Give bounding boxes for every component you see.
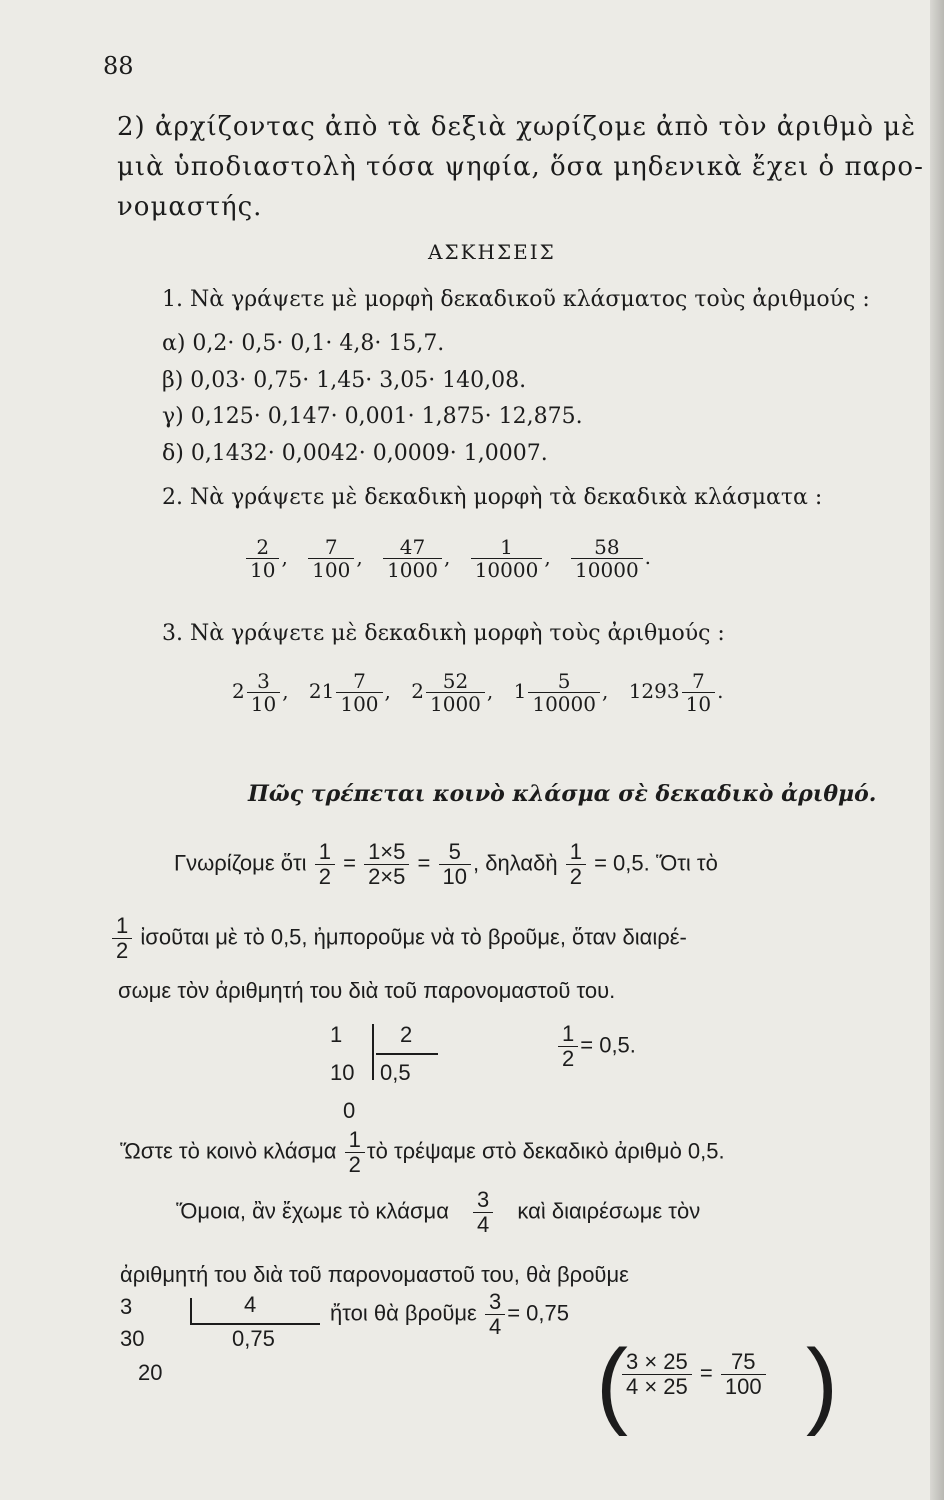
numerator: 1 <box>569 839 582 864</box>
division-2-result <box>330 1290 569 1339</box>
division-bracket-vertical <box>190 1298 192 1324</box>
page-number: 88 <box>103 52 134 80</box>
known-lead: Γνωρίζομε ὅτι <box>174 850 307 876</box>
division-bracket-vertical <box>372 1024 374 1080</box>
numerator: 2 <box>256 535 270 559</box>
intro-line-2: μιὰ ὑποδιαστολὴ τόσα ψηφία, ὅσα μηδενικὰ ἔχει ὁ παρο- <box>117 152 924 182</box>
denominator: 10000 <box>528 692 600 715</box>
division-bracket-horizontal <box>376 1053 438 1055</box>
exercise-1-d: δ) 0,1432· 0,0042· 0,0009· 1,0007. <box>162 441 548 466</box>
division-1-dividend: 1 <box>330 1022 343 1047</box>
exercise-1-b: β) 0,03· 0,75· 1,45· 3,05· 140,08. <box>162 368 527 393</box>
denominator: 100 <box>308 558 354 581</box>
fraction <box>345 1128 365 1177</box>
numerator: 58 <box>594 535 620 559</box>
fraction <box>566 840 586 889</box>
similarly-line <box>176 1188 700 1237</box>
mixed-whole: 1 <box>513 679 527 703</box>
mixed-whole: 1293 <box>628 679 680 703</box>
known-line <box>174 840 718 889</box>
exercise-1-c: γ) 0,125· 0,147· 0,001· 1,875· 12,875. <box>162 404 583 429</box>
denominator: 2×5 <box>364 864 409 889</box>
numerator: 1×5 <box>368 839 406 864</box>
numerator: 1 <box>500 535 513 559</box>
numerator: 7 <box>353 669 366 693</box>
fraction <box>247 670 280 715</box>
denominator: 2 <box>345 1152 365 1177</box>
division-1-result <box>556 1022 636 1071</box>
denominator: 4 × 25 <box>622 1374 692 1399</box>
division-2-step-1: 30 <box>120 1326 145 1351</box>
fraction <box>112 914 132 963</box>
fraction <box>473 1188 493 1237</box>
division-1-result-value: = 0,5. <box>580 1032 636 1058</box>
division-2-dividend: 3 <box>120 1294 133 1319</box>
division-2-check <box>620 1350 768 1399</box>
numerator: 1 <box>348 1127 361 1152</box>
denominator: 10000 <box>471 558 543 581</box>
fraction <box>721 1350 766 1399</box>
intro-line-3: νομαστής. <box>117 192 263 222</box>
division-2-result-value: = 0,75 <box>507 1300 569 1326</box>
denominator: 10 <box>246 558 279 581</box>
numerator: 1 <box>562 1021 575 1046</box>
mixed-whole: 2 <box>411 679 424 703</box>
denominator: 2 <box>558 1046 578 1071</box>
so-line-text: τὸ τρέψαμε στὸ δεκαδικὸ ἀριθμὸ 0,5. <box>366 1138 725 1164</box>
denominator: 1000 <box>426 692 485 715</box>
fraction <box>246 536 279 581</box>
equals-sign: = <box>699 1360 713 1386</box>
numerator: 1 <box>318 839 331 864</box>
fraction <box>471 536 543 581</box>
fraction <box>439 840 471 889</box>
division-1-quotient: 0,5 <box>380 1060 411 1085</box>
fraction <box>315 840 335 889</box>
denominator: 10 <box>439 864 471 889</box>
denominator: 1000 <box>383 558 442 581</box>
known-result: = 0,5. Ὅτι τὸ <box>594 850 718 876</box>
denominator: 2 <box>315 864 335 889</box>
left-parenthesis: ( <box>596 1330 628 1437</box>
exercises-title: ΑΣΚΗΣΕΙΣ <box>428 240 556 264</box>
intro-line-1: 2) ἀρχίζοντας ἀπὸ τὰ δεξιὰ χωρίζομε ἀπὸ τὸν ἀριθμὸ μὲ <box>117 112 917 142</box>
exercise-3-mixed-numbers: 2 $\frac{3}{10}$ , 21 $\frac{7}{100}$ , 2 $\frac{52}{1000}$ , 1 $\frac{5}{10000}$ , 1293 $\frac{7}{10}$ . <box>232 669 724 716</box>
fraction <box>485 1290 505 1339</box>
numerator: 75 <box>731 1349 756 1374</box>
numerator: 3 <box>257 669 270 693</box>
equals-sign: = <box>343 850 356 876</box>
page-edge-shadow <box>930 0 944 1500</box>
denominator: 4 <box>485 1314 505 1339</box>
known-that-is: , δηλαδὴ <box>472 850 558 876</box>
numerator: 7 <box>324 535 338 559</box>
exercise-1-title: 1. Νὰ γράψετε μὲ μορφὴ δεκαδικοῦ κλάσματος τοὺς ἀριθμούς : <box>162 287 870 312</box>
exercise-3-title: 3. Νὰ γράψετε μὲ δεκαδικὴ μορφὴ τοὺς ἀριθμούς : <box>162 621 725 646</box>
fraction <box>558 1022 578 1071</box>
numerator: 3 <box>477 1187 490 1212</box>
numerator: 7 <box>691 669 705 693</box>
numerator: 52 <box>442 669 469 693</box>
numerator: 3 × 25 <box>626 1349 688 1374</box>
numerator: 3 <box>488 1289 502 1314</box>
division-1-step: 10 <box>330 1060 355 1085</box>
exercise-2-fractions: $\frac{2}{10}$ , $\frac{7}{100}$ , $\frac{47}{1000}$ , $\frac{1}{10000}$ , $\frac{58}{10000}$ . <box>244 536 651 581</box>
right-parenthesis: ) <box>806 1330 838 1437</box>
denominator: 10 <box>247 692 280 715</box>
fraction <box>426 670 485 715</box>
denominator: 2 <box>112 938 132 963</box>
numerator-line: ἀριθμητή του διὰ τοῦ παρονομαστοῦ του, θὰ βροῦμε <box>120 1262 629 1287</box>
denominator: 10000 <box>571 558 643 581</box>
denominator: 10 <box>682 692 715 715</box>
fraction <box>528 670 600 715</box>
denominator: 2 <box>566 864 586 889</box>
equals-line <box>112 914 687 963</box>
denominator: 100 <box>721 1374 766 1399</box>
numerator: 1 <box>116 913 129 938</box>
division-2-quotient: 0,75 <box>232 1326 275 1351</box>
division-bracket-horizontal <box>190 1323 320 1325</box>
exercise-1-a: α) 0,2· 0,5· 0,1· 4,8· 15,7. <box>162 331 445 356</box>
equals-sign: = <box>417 850 431 876</box>
mixed-whole: 21 <box>308 679 335 703</box>
so-line-lead: Ὥστε τὸ κοινὸ κλάσμα <box>120 1138 337 1164</box>
division-2-step-2: 20 <box>138 1360 163 1385</box>
section-heading: Πῶς τρέπεται κοινὸ κλάσμα σὲ δεκαδικὸ ἀριθμό. <box>248 781 877 807</box>
so-line <box>120 1128 725 1177</box>
fraction <box>383 536 442 581</box>
numerator: 5 <box>448 839 461 864</box>
fraction <box>336 670 382 715</box>
numerator: 5 <box>557 669 571 693</box>
fraction <box>682 670 715 715</box>
similarly-text: καὶ διαιρέσωμε τὸν <box>517 1198 701 1224</box>
exercise-2-title: 2. Νὰ γράψετε μὲ δεκαδικὴ μορφὴ τὰ δεκαδικὰ κλάσματα : <box>162 485 823 510</box>
equals-line-text: ἰσοῦται μὲ τὸ 0,5, ἠμποροῦμε νὰ τὸ βροῦμε, ὅταν διαιρέ- <box>140 924 687 950</box>
division-1-remainder: 0 <box>343 1098 356 1123</box>
fraction <box>622 1350 692 1399</box>
numerator: 47 <box>399 535 426 559</box>
denominator: 100 <box>336 692 382 715</box>
division-2-lead: ἤτοι θὰ βροῦμε <box>330 1300 477 1326</box>
division-2-divisor: 4 <box>244 1292 257 1317</box>
fraction <box>364 840 409 889</box>
denominator: 4 <box>473 1212 493 1237</box>
similarly-lead: Ὅμοια, ἂν ἔχωμε τὸ κλάσμα <box>176 1198 449 1224</box>
fraction <box>308 536 354 581</box>
divide-line: σωμε τὸν ἀριθμητή του διὰ τοῦ παρονομαστοῦ του. <box>118 978 616 1003</box>
mixed-whole: 2 <box>232 679 245 703</box>
division-1-divisor: 2 <box>400 1022 413 1047</box>
fraction <box>571 536 643 581</box>
